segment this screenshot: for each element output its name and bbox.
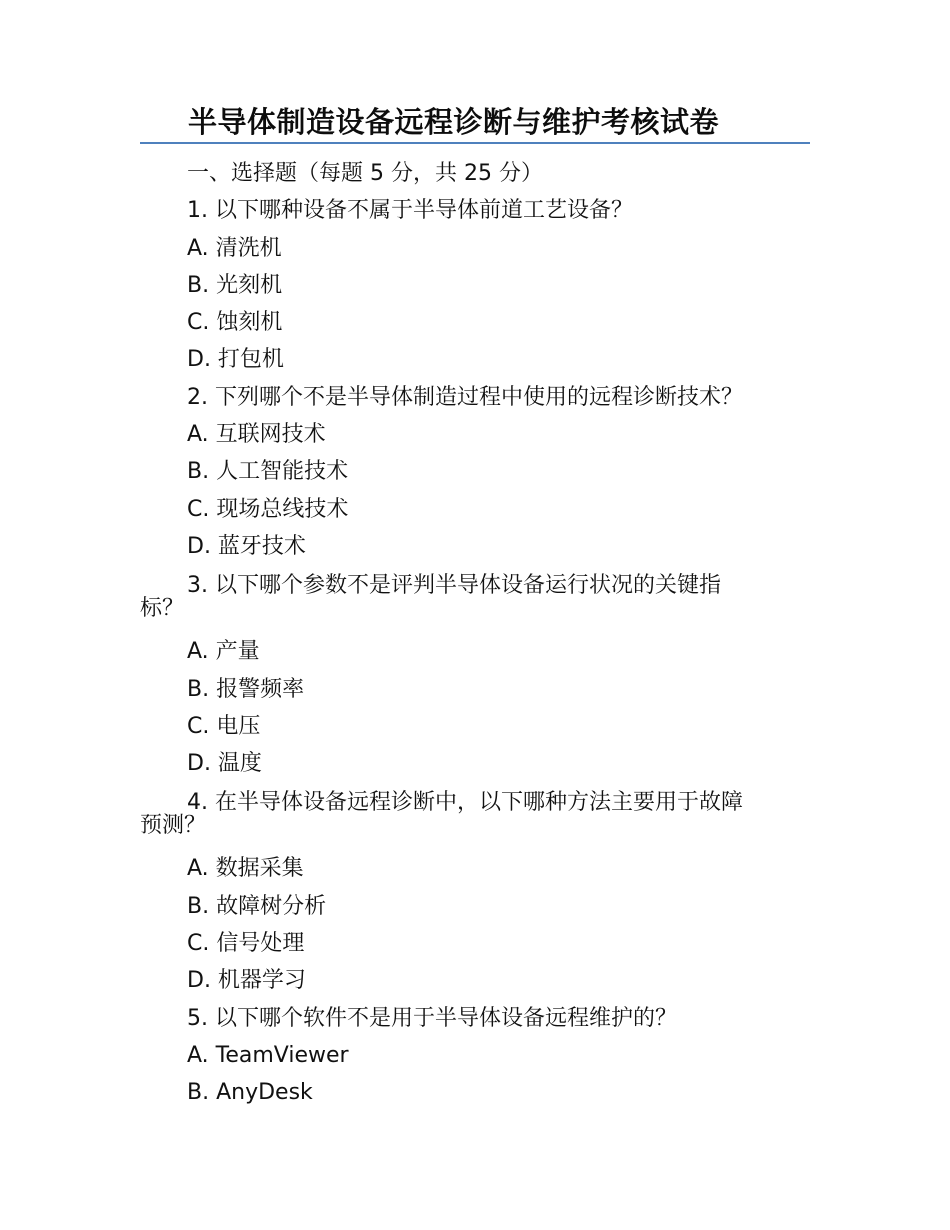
option-3d: D. 温度: [187, 751, 262, 777]
question-stem-1: 1. 以下哪种设备不属于半导体前道工艺设备？: [187, 198, 633, 224]
document-body: [140, 155, 812, 1112]
option-1c: C. 蚀刻机: [187, 310, 283, 336]
option-2a: A. 互联网技术: [187, 422, 326, 448]
option-1d: D. 打包机: [187, 347, 284, 373]
question-stem-3-line2: 标？: [140, 596, 185, 622]
option-1a: A. 清洗机: [187, 235, 282, 261]
option-2c: C. 现场总线技术: [187, 496, 349, 522]
question-stem-2: 2. 下列哪个不是半导体制造过程中使用的远程诊断技术？: [187, 384, 743, 410]
question-stem-4-line2: 预测？: [140, 813, 207, 839]
question-stem-4: [140, 782, 812, 850]
option-3c: C. 电压: [187, 713, 261, 739]
question-stem-5: 5. 以下哪个软件不是用于半导体设备远程维护的？: [187, 1005, 677, 1031]
document-title: 半导体制造设备远程诊断与维护考核试卷: [188, 105, 720, 139]
option-4d: D. 机器学习: [187, 968, 306, 994]
option-5a: A. TeamViewer: [187, 1042, 349, 1068]
option-5b: B. AnyDesk: [187, 1080, 313, 1106]
option-4a: A. 数据采集: [187, 856, 304, 882]
option-3b: B. 报警频率: [187, 676, 305, 702]
option-3a: A. 产量: [187, 639, 260, 665]
section-heading: 一、选择题（每题 5 分，共 25 分）: [187, 161, 543, 186]
option-2b: B. 人工智能技术: [187, 459, 349, 485]
question-stem-4-line1: 4. 在半导体设备远程诊断中，以下哪种方法主要用于故障: [187, 790, 743, 816]
option-4c: C. 信号处理: [187, 931, 305, 957]
title-block: [140, 104, 810, 144]
question-stem-3: [140, 565, 812, 633]
option-4b: B. 故障树分析: [187, 893, 327, 919]
option-1b: B. 光刻机: [187, 272, 283, 298]
option-2d: D. 蓝牙技术: [187, 533, 306, 559]
question-stem-3-line1: 3. 以下哪个参数不是评判半导体设备运行状况的关键指: [187, 573, 721, 599]
